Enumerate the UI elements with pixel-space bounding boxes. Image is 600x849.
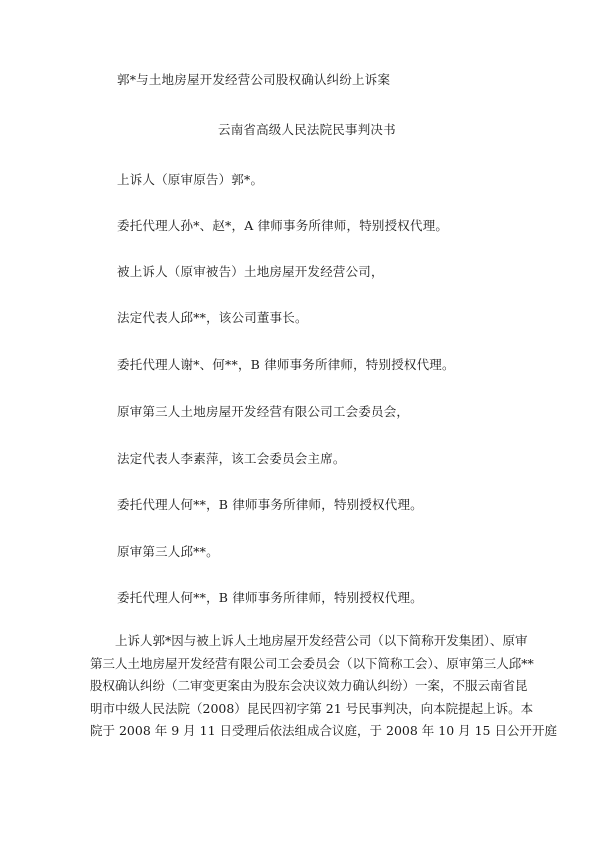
paragraph-line: 第三人土地房屋开发经营有限公司工会委员会（以下简称工会）、原审第三人邱** [90,655,534,671]
party-line: 法定代表人李素萍，该工会委员会主席。 [117,451,346,466]
document-subtitle: 云南省高级人民法院民事判决书 [218,122,396,137]
party-line: 原审第三人邱**。 [117,544,219,559]
paragraph-line: 院于 2008 年 9 月 11 日受理后依法组成合议庭，于 2008 年 10 月 15 日公开开庭 [90,723,557,738]
party-line: 委托代理人孙*、赵*，A 律师事务所律师，特别授权代理。 [117,218,449,233]
paragraph-line: 明市中级人民法院（2008）昆民四初字第 21 号民事判决，向本院提起上诉。本 [90,700,534,716]
party-line: 原审第三人土地房屋开发经营有限公司工会委员会， [117,404,410,419]
paragraph-line: 股权确认纠纷（二审变更案由为股东会决议效力确认纠纷）一案，不服云南省昆 [90,678,528,693]
party-line: 法定代表人邱**，该公司董事长。 [117,310,308,325]
case-summary-paragraph [90,630,557,743]
document-title: 郭*与土地房屋开发经营公司股权确认纠纷上诉案 [117,72,391,87]
party-line: 委托代理人何**，B 律师事务所律师，特别授权代理。 [117,590,423,605]
paragraph-line: 上诉人郭*因与被上诉人土地房屋开发经营公司（以下简称开发集团）、原审 [115,633,528,648]
party-line: 被上诉人（原审被告）土地房屋开发经营公司， [117,264,384,279]
party-line: 委托代理人谢*、何**，B 律师事务所律师，特别授权代理。 [117,357,455,372]
party-line: 上诉人（原审原告）郭*。 [117,172,264,187]
party-line: 委托代理人何**，B 律师事务所律师，特别授权代理。 [117,497,423,512]
